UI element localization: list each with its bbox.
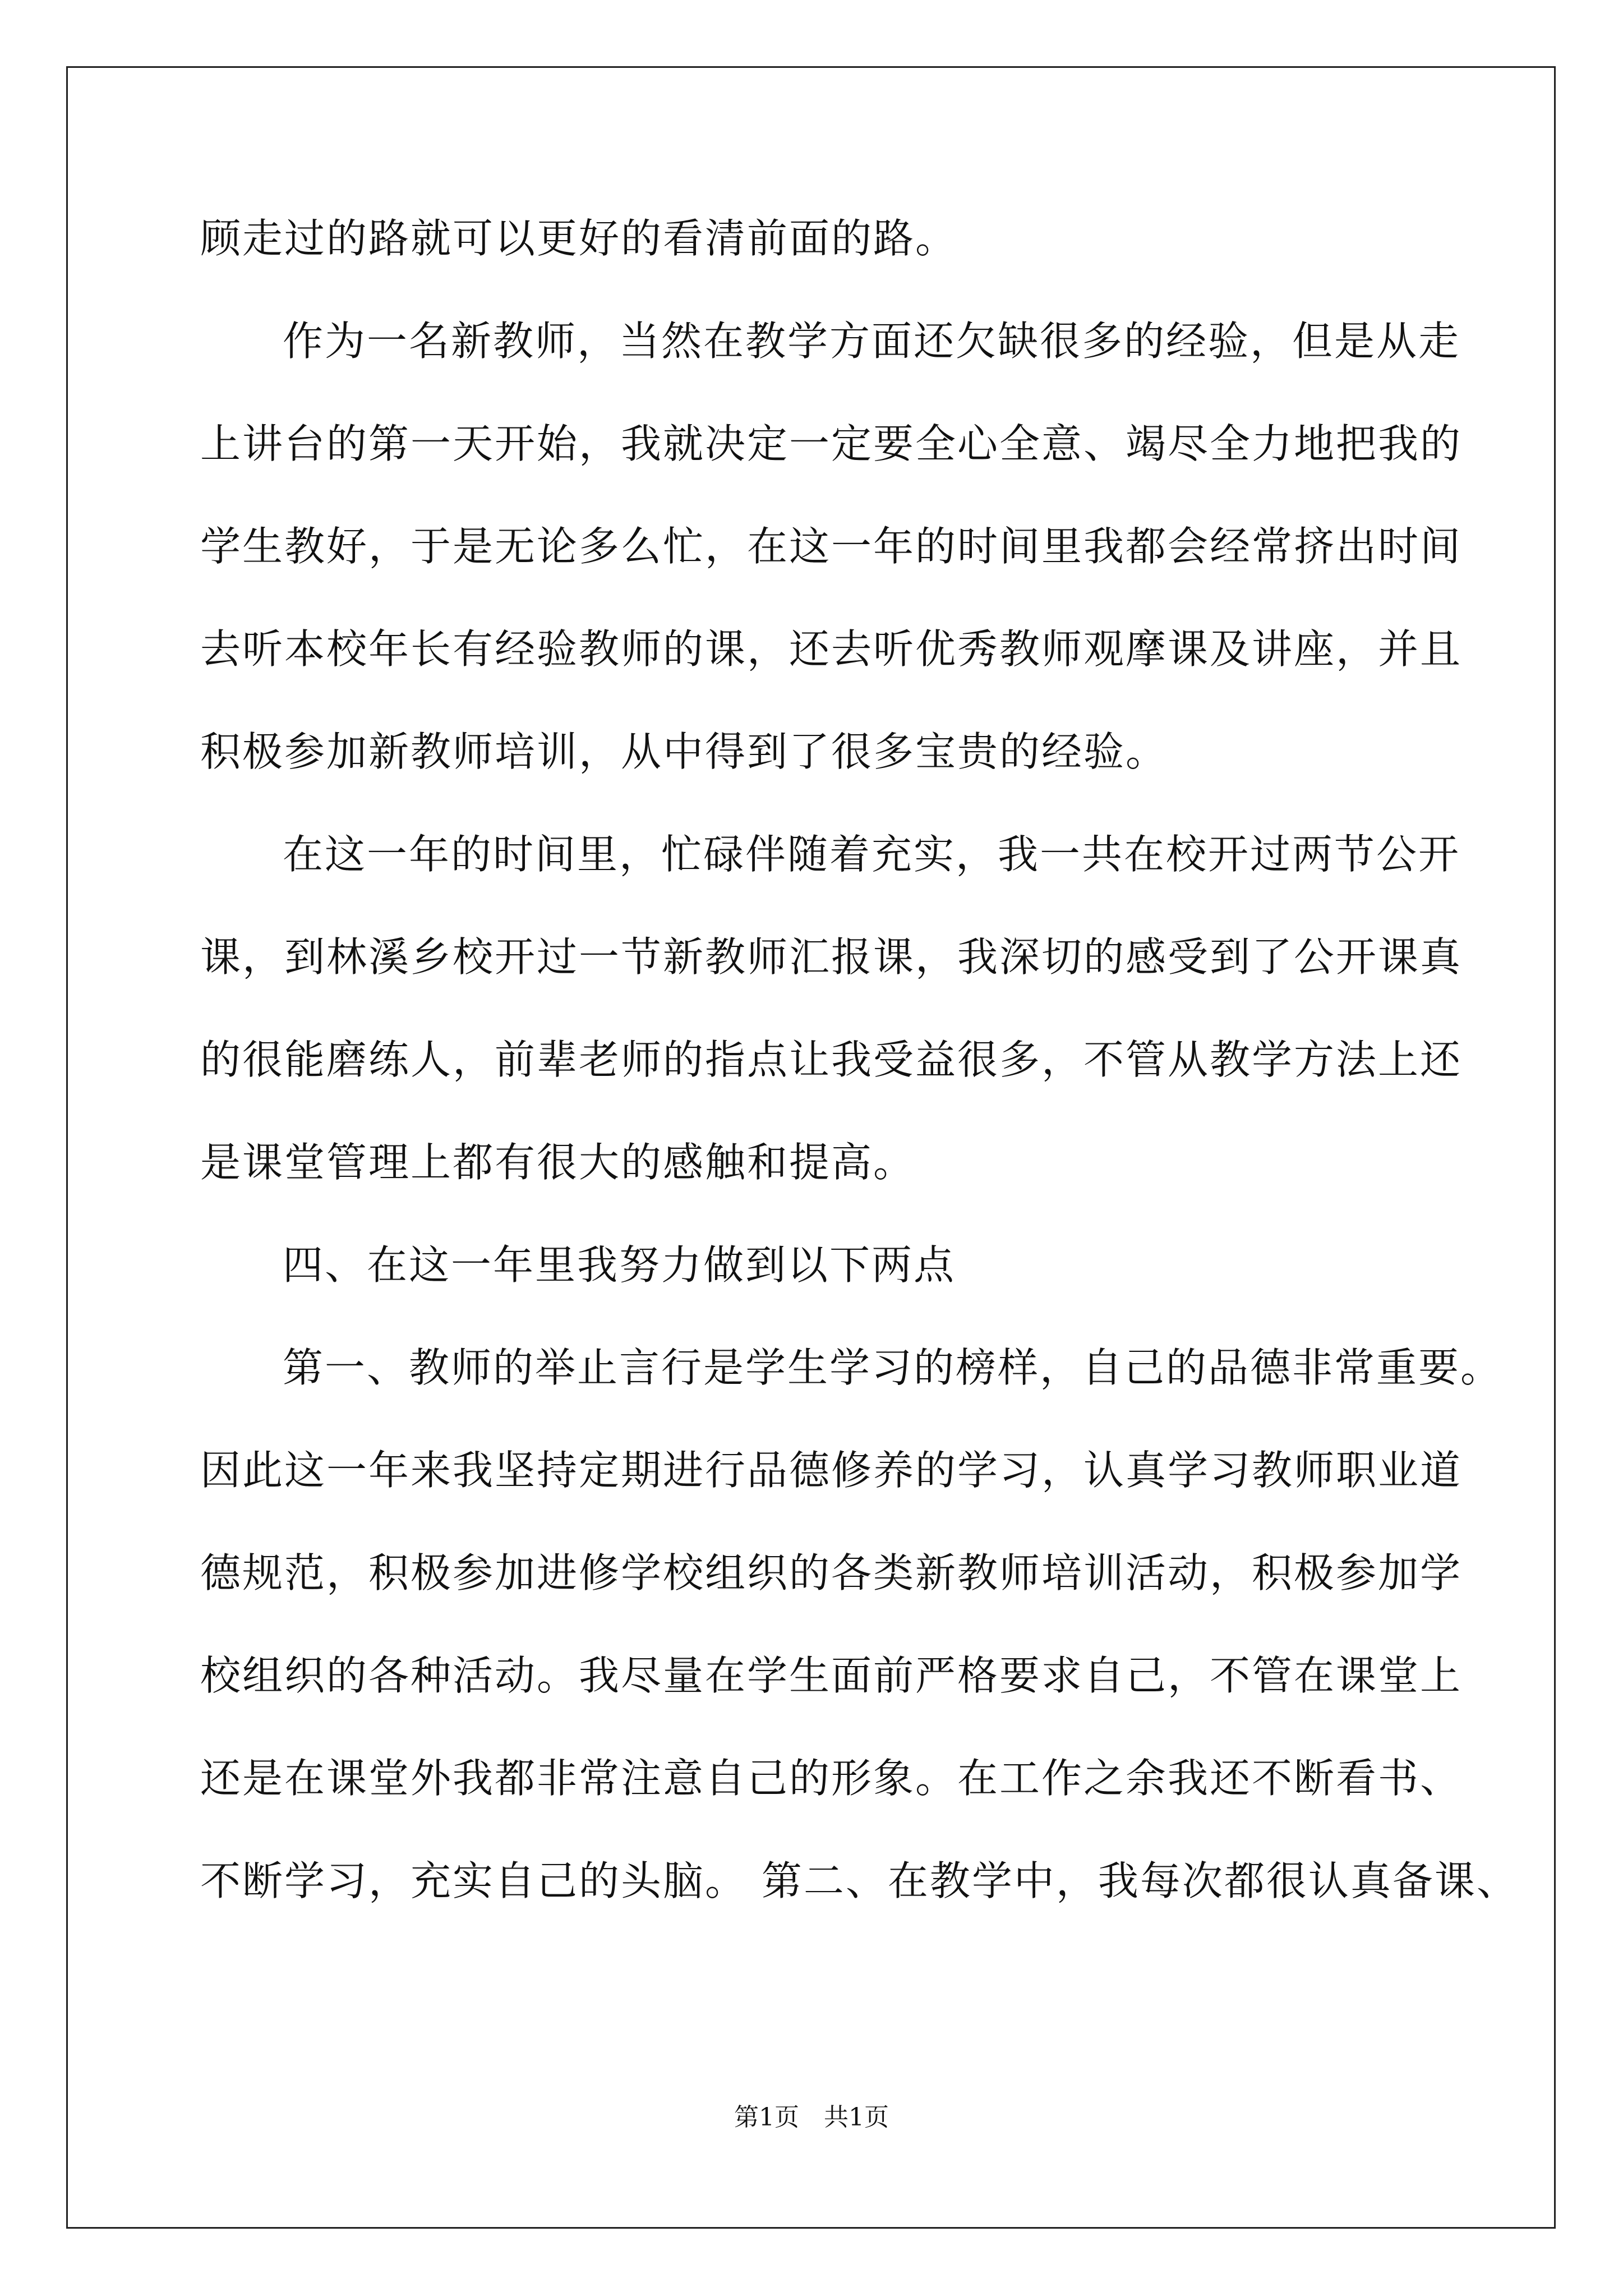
text-line: 学生教好，于是无论多么忙，在这一年的时间里我都会经常挤出时间 [200, 523, 1463, 570]
text-line: 是课堂管理上都有很大的感触和提高。 [200, 1139, 916, 1186]
text-line: 德规范，积极参加进修学校组织的各类新教师培训活动，积极参加学 [200, 1549, 1463, 1596]
text-line: 在这一年的时间里，忙碌伴随着充实，我一共在校开过两节公开 [283, 831, 1461, 878]
text-line: 因此这一年来我坚持定期进行品德修养的学习，认真学习教师职业道 [200, 1447, 1463, 1494]
text-line: 积极参加新教师培训，从中得到了很多宝贵的经验。 [200, 728, 1168, 775]
text-line: 课，到林溪乡校开过一节新教师汇报课，我深切的感受到了公开课真 [200, 933, 1463, 981]
text-line: 校组织的各种活动。我尽量在学生面前严格要求自己，不管在课堂上 [200, 1652, 1463, 1699]
page-number-footer: 第1页 共1页 [734, 2103, 889, 2132]
text-line: 去听本校年长有经验教师的课，还去听优秀教师观摩课及讲座，并且 [200, 625, 1463, 673]
text-line: 的很能磨练人，前辈老师的指点让我受益很多，不管从教学方法上还 [200, 1036, 1463, 1083]
text-line: 顾走过的路就可以更好的看清前面的路。 [200, 215, 958, 262]
text-line: 还是在课堂外我都非常注意自己的形象。在工作之余我还不断看书、 [200, 1755, 1463, 1802]
text-line: 作为一名新教师，当然在教学方面还欠缺很多的经验，但是从走 [283, 318, 1461, 365]
text-line: 第一、教师的举止言行是学生学习的榜样，自己的品德非常重要。 [283, 1344, 1503, 1391]
section-heading: 四、在这一年里我努力做到以下两点 [283, 1241, 956, 1289]
text-line: 不断学习，充实自己的头脑。 第二、在教学中，我每次都很认真备课、 [200, 1857, 1519, 1904]
text-line: 上讲台的第一天开始，我就决定一定要全心全意、竭尽全力地把我的 [200, 420, 1463, 467]
